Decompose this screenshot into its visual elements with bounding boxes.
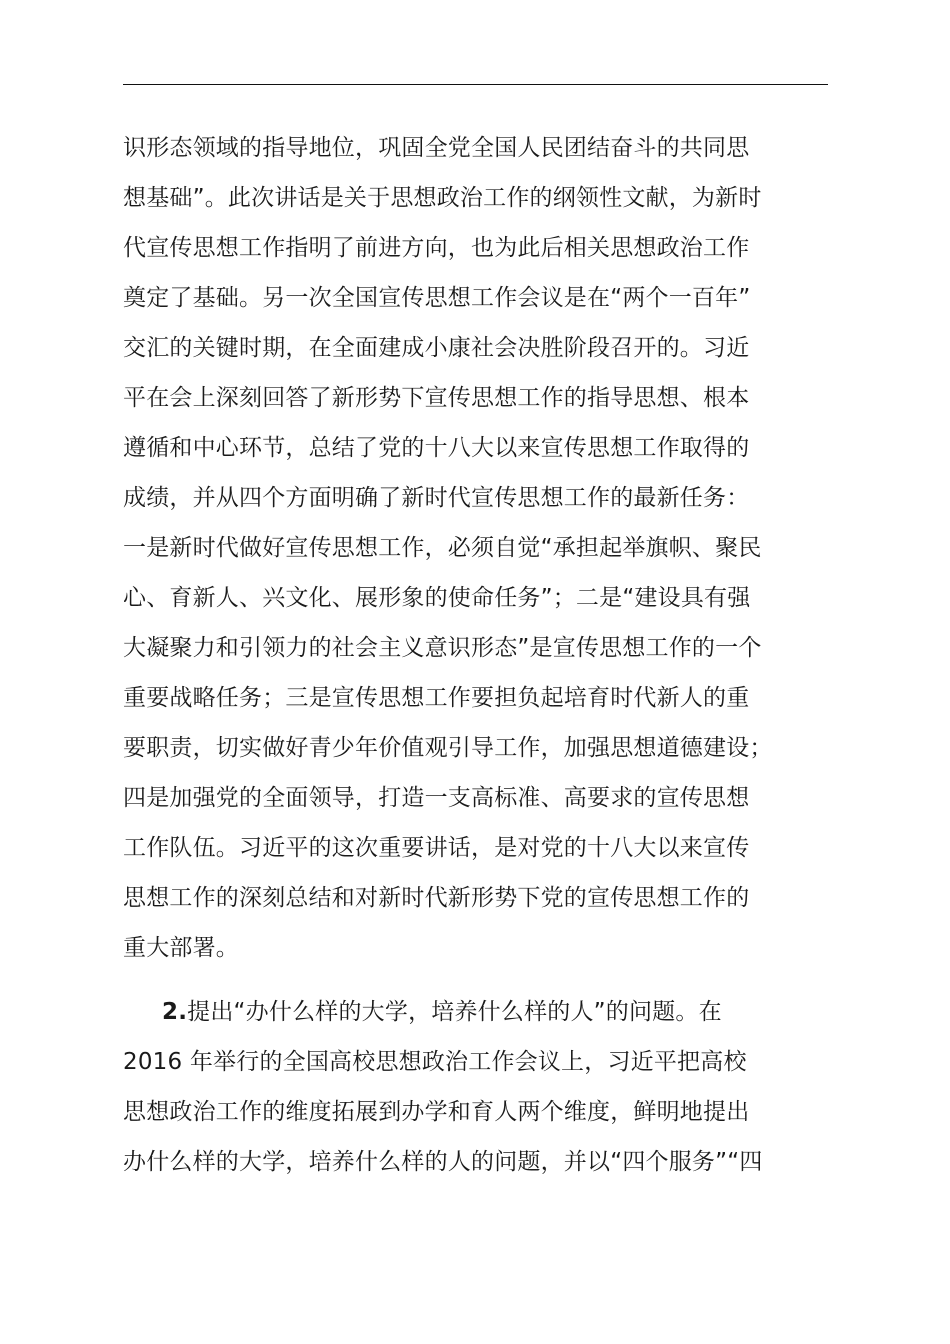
text-line: 遵循和中心环节，总结了党的十八大以来宣传思想工作取得的	[123, 435, 750, 461]
text-line: 想基础”。此次讲话是关于思想政治工作的纲领性文献，为新时	[123, 185, 762, 211]
text-line: 奠定了基础。另一次全国宣传思想工作会议是在“两个一百年”	[123, 285, 751, 311]
section-heading-line	[162, 997, 722, 1027]
section-heading: 提出“办什么样的大学，培养什么样的人”的问题。	[187, 999, 699, 1025]
text-line: 思想政治工作的维度拓展到办学和育人两个维度，鲜明地提出	[123, 1099, 750, 1125]
text-line: 平在会上深刻回答了新形势下宣传思想工作的指导思想、根本	[123, 385, 750, 411]
text-line: 思想工作的深刻总结和对新时代新形势下党的宣传思想工作的	[123, 885, 750, 911]
text-line: 要职责，切实做好青少年价值观引导工作，加强思想道德建设；	[123, 735, 773, 761]
text-line: 一是新时代做好宣传思想工作，必须自觉“承担起举旗帜、聚民	[123, 535, 762, 561]
text-line: 重要战略任务；三是宣传思想工作要担负起培育时代新人的重	[123, 685, 750, 711]
text-line: 成绩，并从四个方面明确了新时代宣传思想工作的最新任务：	[123, 485, 750, 511]
text-line: 代宣传思想工作指明了前进方向，也为此后相关思想政治工作	[123, 235, 750, 261]
section-number: 2.	[162, 999, 188, 1025]
heading-tail: 在	[698, 999, 722, 1025]
text-line: 大凝聚力和引领力的社会主义意识形态”是宣传思想工作的一个	[123, 635, 762, 661]
header-rule	[123, 84, 828, 85]
text-line: 交汇的关键时期，在全面建成小康社会决胜阶段召开的。习近	[123, 335, 750, 361]
text-line: 2016 年举行的全国高校思想政治工作会议上，习近平把高校	[123, 1049, 747, 1075]
text-line: 识形态领域的指导地位，巩固全党全国人民团结奋斗的共同思	[123, 135, 750, 161]
text-line: 心、育新人、兴文化、展形象的使命任务”；二是“建设具有强	[123, 585, 751, 611]
text-line: 四是加强党的全面领导，打造一支高标准、高要求的宣传思想	[123, 785, 750, 811]
text-line: 重大部署。	[123, 935, 239, 961]
text-line: 办什么样的大学，培养什么样的人的问题，并以“四个服务”“四	[123, 1149, 763, 1175]
text-line: 工作队伍。习近平的这次重要讲话，是对党的十八大以来宣传	[123, 835, 750, 861]
